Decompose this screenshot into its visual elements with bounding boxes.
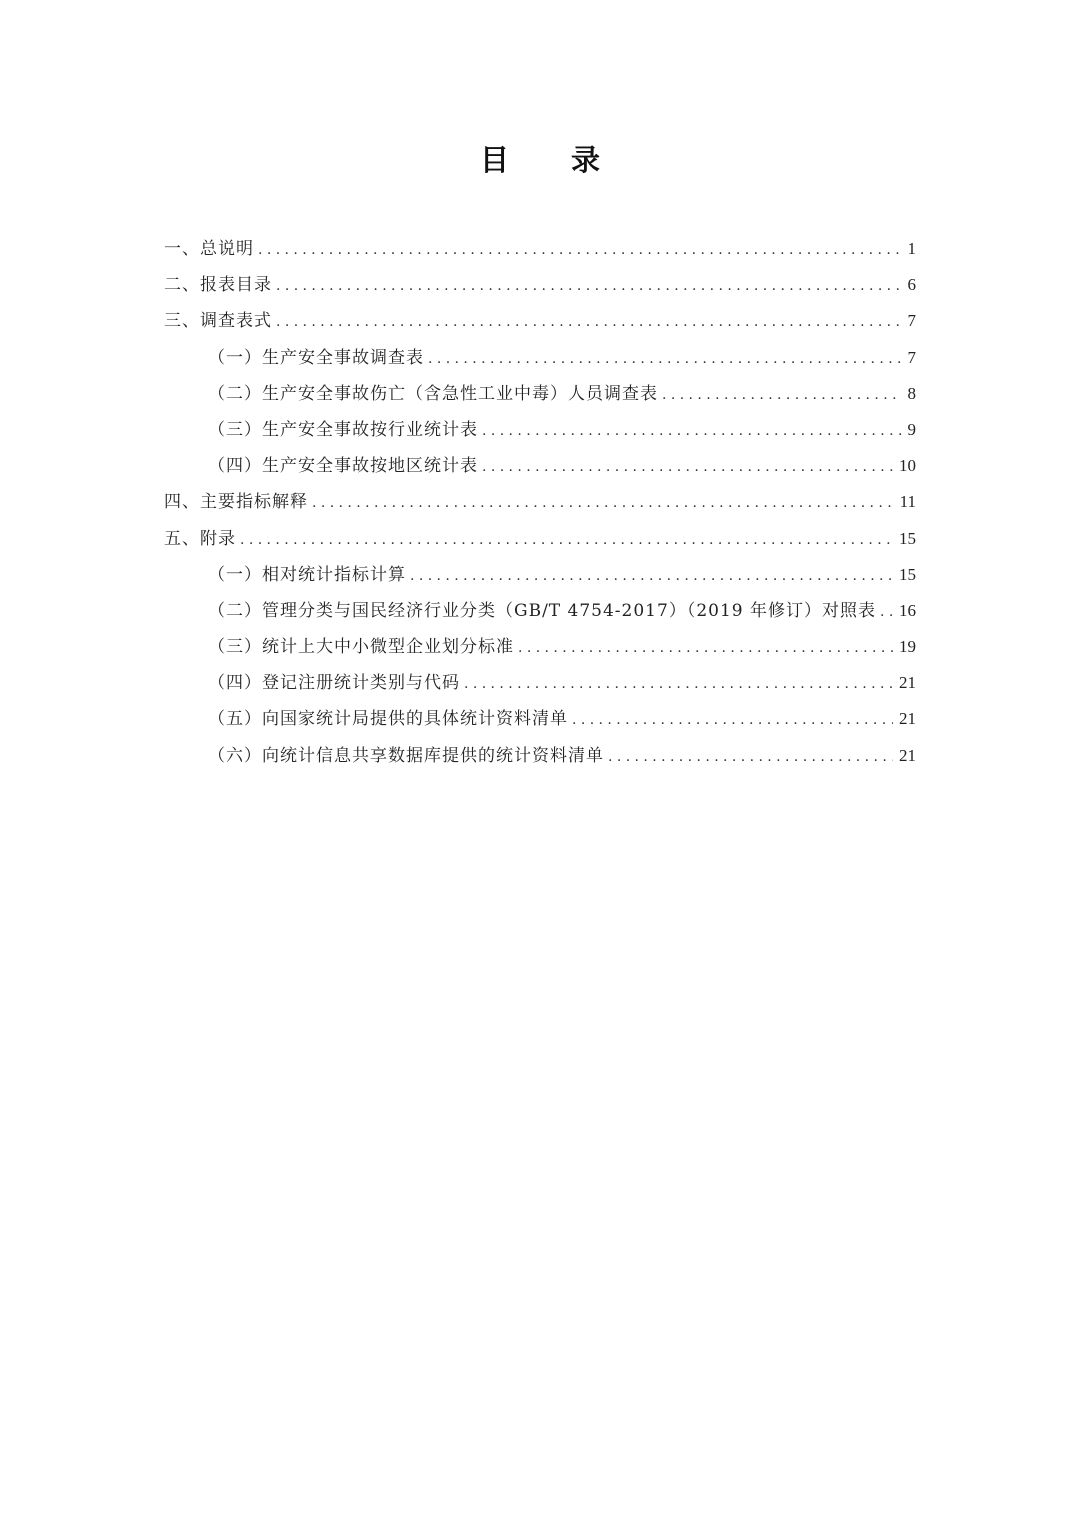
toc-entry-label: 三、调查表式 xyxy=(164,311,272,332)
toc-entry-label: （二）管理分类与国民经济行业分类（GB/T 4754-2017）（2019 年修订）对照表 xyxy=(208,600,876,621)
dot-leader xyxy=(276,304,902,340)
toc-subentry xyxy=(164,665,916,701)
toc-subentry xyxy=(164,701,916,737)
toc-entry-label: 二、报表目录 xyxy=(164,275,272,296)
toc-page-number: 7 xyxy=(907,311,916,331)
toc-entry-label: （三）统计上大中小微型企业划分标准 xyxy=(208,637,514,658)
toc-entry xyxy=(164,521,916,557)
dot-leader xyxy=(312,485,894,521)
dot-leader xyxy=(482,449,893,485)
toc-page-number: 9 xyxy=(907,419,916,439)
toc-page-number: 11 xyxy=(899,492,916,512)
dot-leader xyxy=(410,558,893,594)
page-title: 目 录 xyxy=(479,143,627,177)
toc-entry-label: （四）登记注册统计类别与代码 xyxy=(208,673,460,694)
toc-page-number: 8 xyxy=(907,383,916,403)
toc-subentry xyxy=(164,738,916,774)
dot-leader xyxy=(880,594,893,630)
dot-leader xyxy=(572,702,893,738)
toc-page-number: 21 xyxy=(899,673,916,693)
toc-page-number: 16 xyxy=(899,600,916,620)
toc-entry-label: （二）生产安全事故伤亡（含急性工业中毒）人员调查表 xyxy=(208,383,658,404)
dot-leader xyxy=(662,377,902,413)
toc-page-number: 19 xyxy=(899,637,916,657)
toc-subentry xyxy=(164,593,916,629)
toc-entry-label: （一）生产安全事故调查表 xyxy=(208,347,424,368)
toc-page-number: 10 xyxy=(899,456,916,476)
toc-entry-label: （六）向统计信息共享数据库提供的统计资料清单 xyxy=(208,745,604,766)
toc-entry xyxy=(164,267,916,303)
toc-entry xyxy=(164,484,916,520)
toc-entry-label: 一、总说明 xyxy=(164,239,254,259)
dot-leader xyxy=(482,413,902,449)
toc-entry-label: （五）向国家统计局提供的具体统计资料清单 xyxy=(208,709,568,730)
toc-subentry xyxy=(164,448,916,484)
dot-leader xyxy=(608,739,893,775)
toc-page-number: 1 xyxy=(907,239,916,258)
toc-entry-label: （三）生产安全事故按行业统计表 xyxy=(208,419,478,440)
toc-entry-label: 五、附录 xyxy=(164,528,236,549)
toc-entry-label: 四、主要指标解释 xyxy=(164,492,308,513)
toc-page-number: 7 xyxy=(907,347,916,367)
dot-leader xyxy=(258,232,902,268)
dot-leader xyxy=(518,630,893,666)
toc-subentry xyxy=(164,340,916,376)
toc-page-number: 15 xyxy=(899,564,916,584)
toc-entry-label: （四）生产安全事故按地区统计表 xyxy=(208,456,478,477)
toc-subentry xyxy=(164,557,916,593)
toc-subentry xyxy=(164,412,916,448)
toc-subentry xyxy=(164,376,916,412)
dot-leader xyxy=(464,666,893,702)
toc-entry-label: （一）相对统计指标计算 xyxy=(208,564,406,585)
toc-subentry xyxy=(164,629,916,665)
toc-entry xyxy=(164,231,916,267)
toc-entry xyxy=(164,303,916,339)
toc-page-number: 21 xyxy=(899,745,916,765)
dot-leader xyxy=(240,522,893,558)
toc-page-number: 15 xyxy=(899,528,916,548)
toc-page-number: 21 xyxy=(899,709,916,729)
dot-leader xyxy=(276,268,902,304)
table-of-contents xyxy=(164,231,916,774)
dot-leader xyxy=(428,341,902,377)
toc-page-number: 6 xyxy=(907,275,916,295)
